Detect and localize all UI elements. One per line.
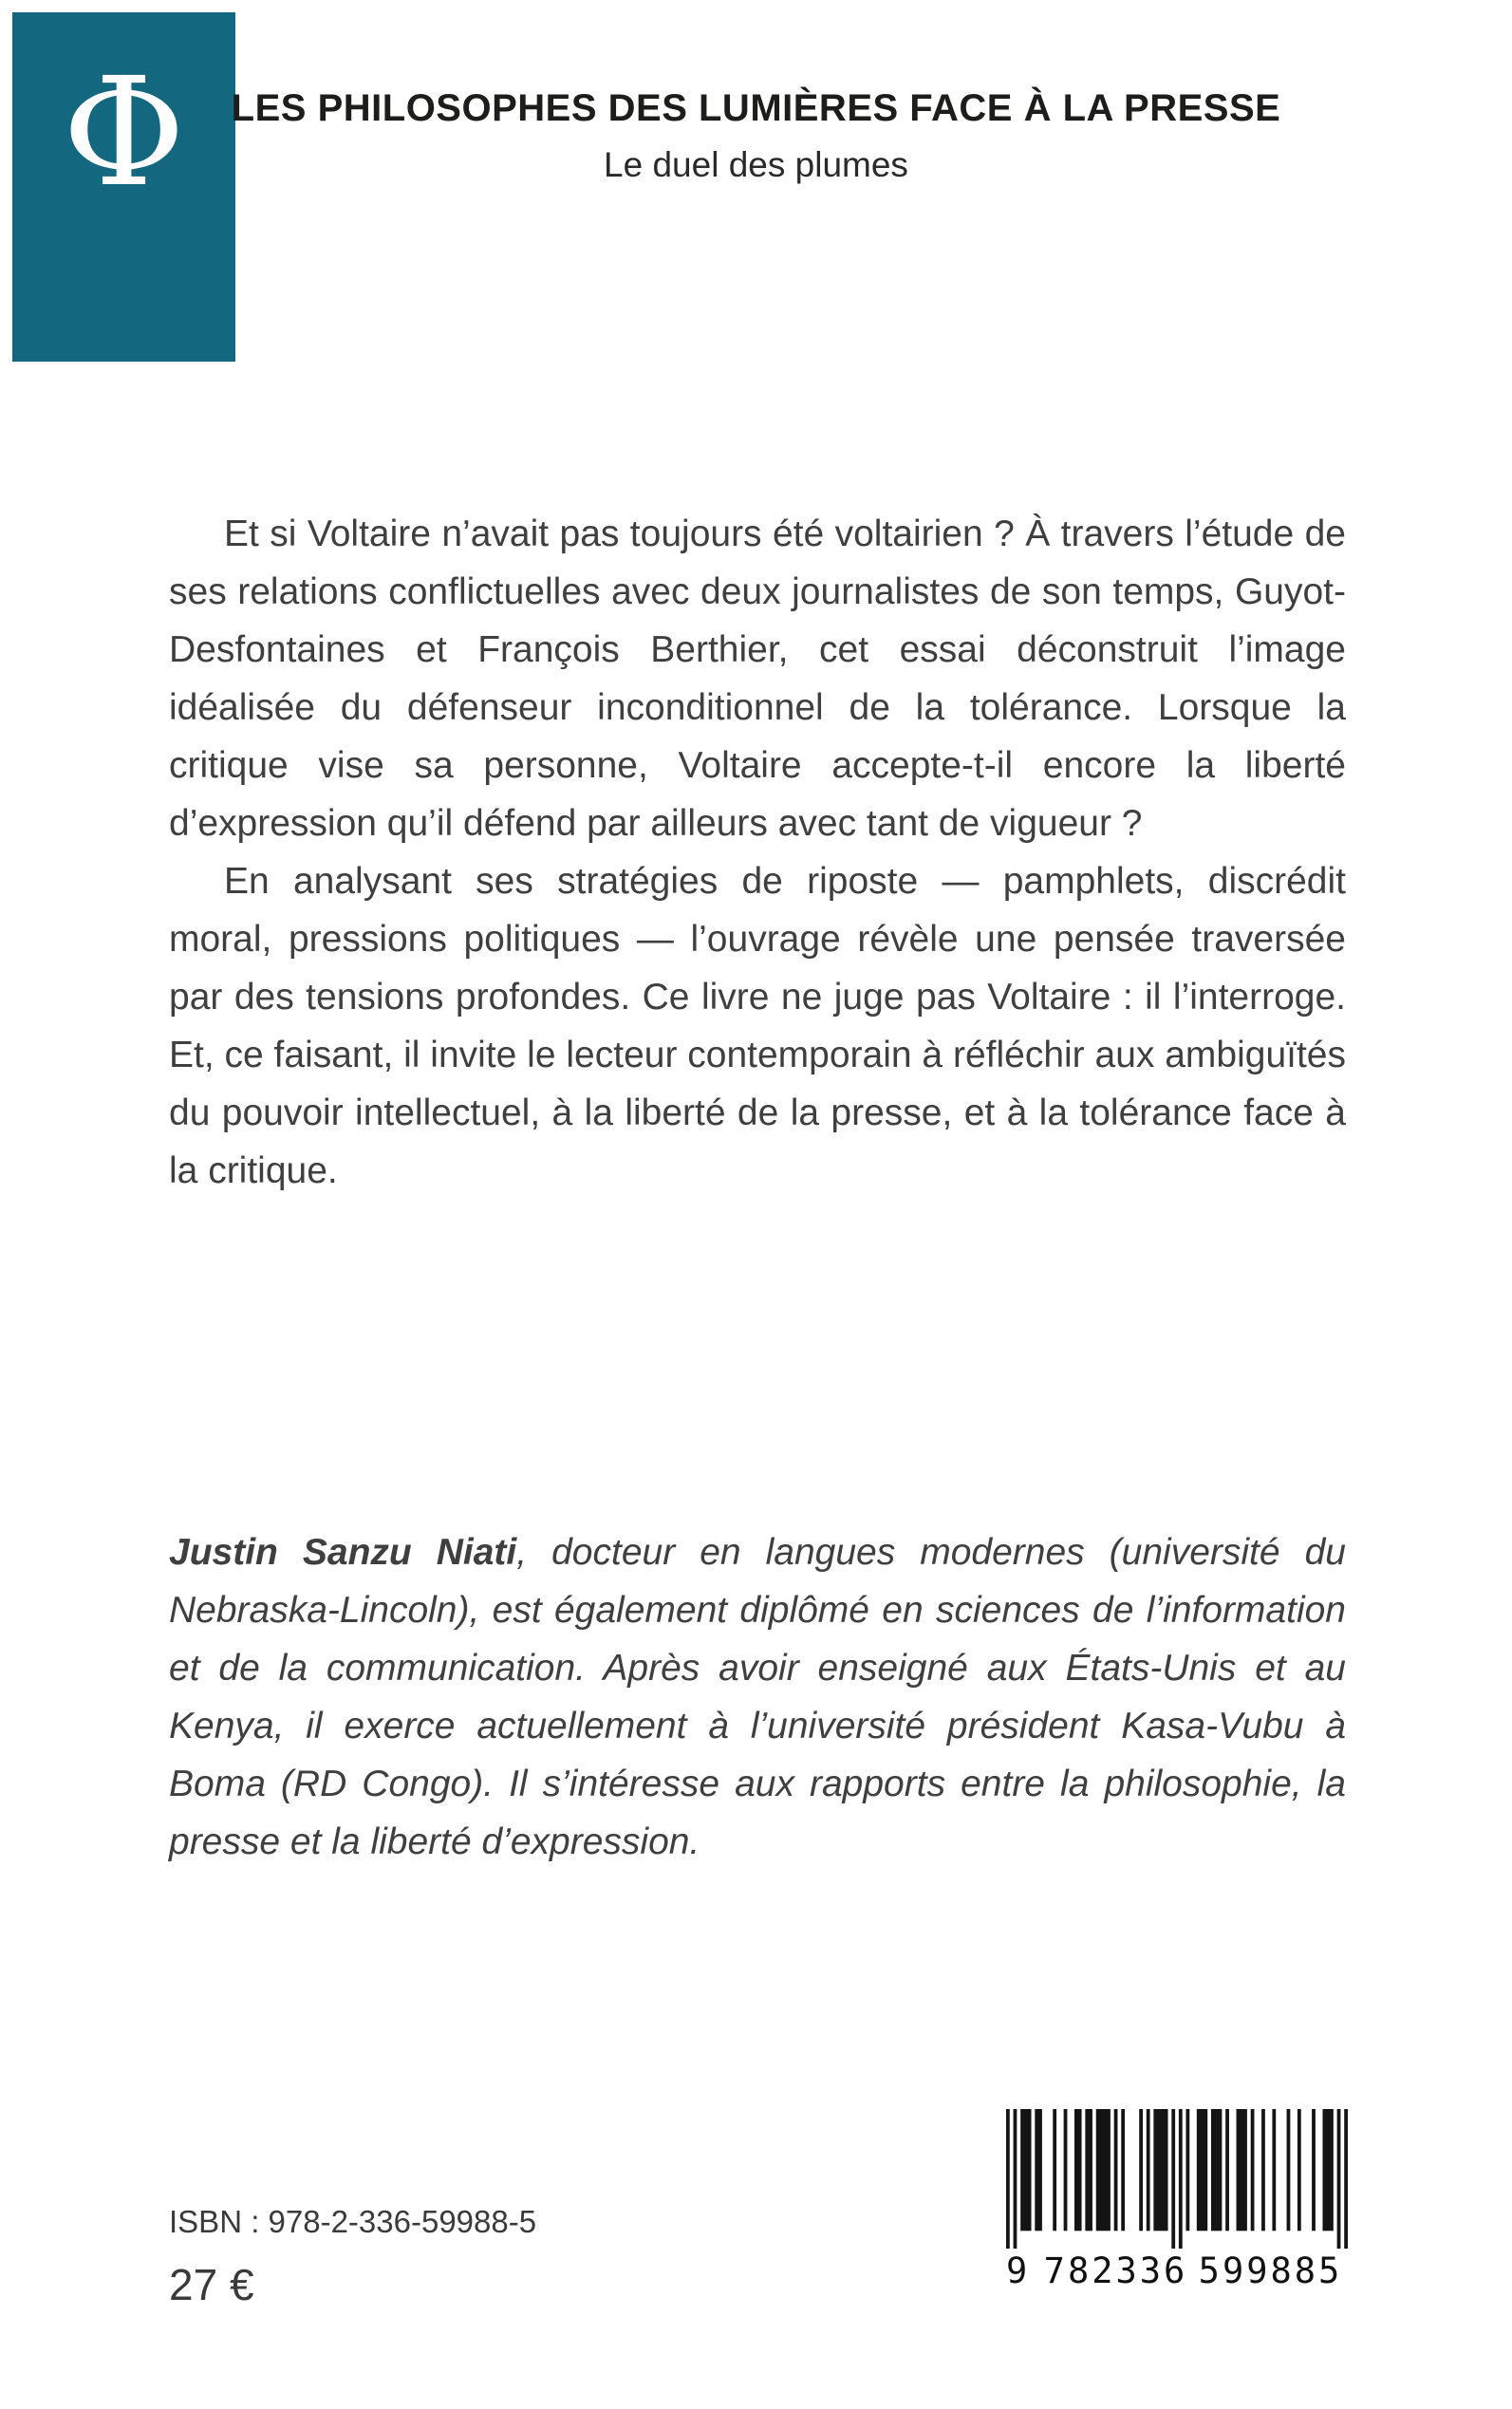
barcode-group-2: 599885 bbox=[1198, 2250, 1343, 2291]
synopsis-paragraph-1: Et si Voltaire n’avait pas toujours été voltairien ? À travers l’étude de ses relations conflictuelles avec deux journalistes de son temps, Guyot-Desfontaines et François Berthier, cet essai déconstruit l’image idéalisée du défenseur inconditionnel de la tolérance. Lorsque la critique vise sa personne, Voltaire accepte-t-il encore la liberté d’expression qu’il défend par ailleurs avec tant de vigueur ? bbox=[169, 514, 1346, 844]
synopsis-paragraph-2: En analysant ses stratégies de riposte — pamphlets, discrédit moral, pressions politiques — l’ouvrage révèle une pensée traversée par des tensions profondes. Ce livre ne juge pas Voltaire : il l’interroge. Et, ce faisant, il invite le lecteur contemporain à réfléchir aux ambiguïtés du pouvoir intellectuel, à la liberté de la presse, et à la tolérance face à la critique. bbox=[169, 861, 1346, 1191]
price-text: 27 € bbox=[169, 2260, 254, 2309]
header bbox=[0, 87, 1512, 185]
barcode-group-1: 782336 bbox=[1043, 2250, 1188, 2291]
author-bio-text: , docteur en langues modernes (université du Nebraska-Lincoln), est également diplômé en sciences de l’information et de la communication. Après avoir enseigné aux États-Unis et au Kenya, il exerce actuellement à l’université président Kasa-Vubu à Boma (RD Congo). Il s’intéresse aux rapports entre la philosophie, la presse et la liberté d’expression. bbox=[169, 1532, 1346, 1862]
book-subtitle: Le duel des plumes bbox=[604, 145, 908, 184]
author-name: Justin Sanzu Niati bbox=[169, 1532, 517, 1573]
barcode-lead-digit: 9 bbox=[1006, 2250, 1028, 2291]
isbn-text: ISBN : 978-2-336-59988-5 bbox=[169, 2204, 537, 2239]
book-title: LES PHILOSOPHES DES LUMIÈRES FACE À LA PRESSE bbox=[231, 87, 1281, 129]
ean13-barcode bbox=[1006, 2109, 1348, 2291]
synopsis bbox=[169, 505, 1346, 1200]
phi-logo-icon: Φ bbox=[62, 46, 186, 220]
author-bio bbox=[169, 1523, 1346, 1871]
author-bio-paragraph bbox=[169, 1523, 1346, 1871]
barcode-digits bbox=[1006, 2250, 1348, 2291]
publisher-logo bbox=[12, 12, 235, 362]
barcode-bars-icon bbox=[1006, 2109, 1348, 2249]
